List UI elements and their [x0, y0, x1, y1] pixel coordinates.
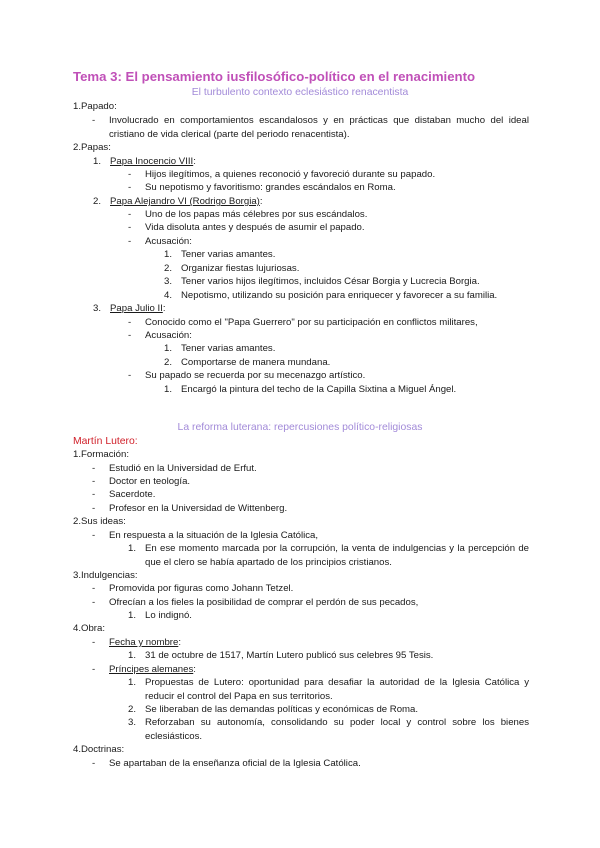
papa-julio-name: Papa Julio II [110, 303, 163, 314]
dash-marker: - [92, 530, 96, 541]
formacion-item: Doctor en teología. [109, 476, 191, 487]
julio-mecenazgo: Encargó la pintura del techo de la Capilla Sixtina a Miguel Ángel. [181, 384, 457, 395]
alejandro-bullet: Vida disoluta antes y después de asumir el papado. [145, 222, 365, 233]
list-number: 1. [164, 249, 173, 260]
papa-julio-label: Papa Julio II: [110, 303, 166, 314]
list-number: 1. [164, 384, 173, 395]
dash-marker: - [92, 489, 96, 500]
heading-papas: 2.Papas: [73, 142, 111, 153]
dash-marker: - [92, 597, 96, 608]
dash-marker: - [128, 169, 132, 180]
formacion-item: Estudió en la Universidad de Erfut. [109, 463, 257, 474]
indulgencias-subitem: Lo indignó. [145, 610, 192, 621]
list-number: 2. [164, 263, 173, 274]
list-number: 2. [164, 357, 173, 368]
alejandro-bullet: Uno de los papas más célebres por sus escándalos. [145, 209, 368, 220]
dash-marker: - [128, 182, 132, 193]
obra-principes-label: Príncipes alemanes: [109, 664, 196, 675]
list-number: 1. [128, 677, 137, 688]
list-number: 1. [128, 650, 137, 661]
principes-item: Reforzaban su autonomía, consolidando su poder local y control sobre los bienes eclesiásticos. [145, 717, 529, 742]
ideas-subitem: En ese momento marcada por la corrupción, la venta de indulgencias y la percepción de que el clero se había apartado de los principios cristianos. [145, 543, 529, 568]
list-number: 1. [93, 156, 102, 167]
heading-formacion: 1.Formación: [73, 449, 129, 460]
document-title: Tema 3: El pensamiento iusfilosófico-político en el renacimiento [73, 69, 476, 84]
dash-marker: - [92, 476, 96, 487]
dash-marker: - [92, 583, 96, 594]
lutero-heading: Martín Lutero: [73, 436, 138, 447]
julio-bullet: Acusación: [145, 330, 192, 341]
list-number: 3. [93, 303, 102, 314]
principes-item: Propuestas de Lutero: oportunidad para desafiar la autoridad de la Iglesia Católica y reducir el control del Papa en sus territorios. [145, 677, 529, 702]
papa-alejandro-label: Papa Alejandro VI (Rodrigo Borgia): [110, 196, 263, 207]
inocencio-bullet: Su nepotismo y favoritismo: grandes escándalos en Roma. [145, 182, 396, 193]
julio-accusation: Comportarse de manera mundana. [181, 357, 331, 368]
indulgencias-item: Ofrecían a los fieles la posibilidad de comprar el perdón de sus pecados, [109, 597, 419, 608]
list-number: 1. [128, 610, 137, 621]
indulgencias-item: Promovida por figuras como Johann Tetzel. [109, 583, 294, 594]
dash-marker: - [128, 317, 132, 328]
list-number: 1. [164, 343, 173, 354]
dash-marker: - [92, 758, 96, 769]
dash-marker: - [92, 503, 96, 514]
obra-fecha-label: Fecha y nombre: [109, 637, 181, 648]
dash-marker: - [128, 236, 132, 247]
julio-bullet: Su papado se recuerda por su mecenazgo artístico. [145, 370, 366, 381]
list-number: 2. [93, 196, 102, 207]
papa-inocencio-name: Papa Inocencio VIII [110, 156, 194, 167]
heading-ideas: 2.Sus ideas: [73, 516, 126, 527]
julio-bullet: Conocido como el "Papa Guerrero" por su participación en conflictos militares, [145, 317, 478, 328]
alejandro-accusation: Organizar fiestas lujuriosas. [181, 263, 300, 274]
doctrinas-item: Se apartaban de la enseñanza oficial de la Iglesia Católica. [109, 758, 361, 769]
heading-indulgencias: 3.Indulgencias: [73, 570, 138, 581]
ideas-item: En respuesta a la situación de la Iglesia Católica, [109, 530, 319, 541]
papado-item: Involucrado en comportamientos escandalosos y en prácticas que distaban mucho del ideal cristiano de vida clerical (parte del periodo renacentista). [109, 115, 529, 140]
inocencio-bullet: Hijos ilegítimos, a quienes reconoció y favoreció durante su papado. [145, 169, 436, 180]
heading-doctrinas: 4.Doctrinas: [73, 744, 125, 755]
dash-marker: - [92, 664, 96, 675]
alejandro-accusation: Tener varios hijos ilegítimos, incluidos César Borgia y Lucrecia Borgia. [181, 276, 480, 287]
dash-marker: - [128, 222, 132, 233]
dash-marker: - [92, 115, 96, 126]
list-number: 2. [128, 704, 137, 715]
dash-marker: - [92, 463, 96, 474]
papa-inocencio-label: Papa Inocencio VIII: [110, 156, 196, 167]
section-title-contexto: El turbulento contexto eclesiástico renacentista [191, 87, 409, 98]
dash-marker: - [128, 209, 132, 220]
alejandro-bullet: Acusación: [145, 236, 192, 247]
principes-item: Se liberaban de las demandas políticas y económicas de Roma. [145, 704, 419, 715]
formacion-item: Sacerdote. [109, 489, 156, 500]
dash-marker: - [128, 330, 132, 341]
list-number: 4. [164, 290, 173, 301]
section-title-reforma: La reforma luterana: repercusiones político-religiosas [177, 422, 423, 433]
list-number: 1. [128, 543, 137, 554]
heading-papado: 1.Papado: [73, 101, 117, 112]
alejandro-accusation: Nepotismo, utilizando su posición para enriquecer y favorecer a su familia. [181, 290, 498, 301]
papa-alejandro-name: Papa Alejandro VI (Rodrigo Borgia) [110, 196, 260, 207]
julio-accusation: Tener varias amantes. [181, 343, 276, 354]
formacion-item: Profesor en la Universidad de Wittenberg. [109, 503, 288, 514]
heading-obra: 4.Obra: [73, 623, 105, 634]
obra-fecha-item: 31 de octubre de 1517, Martín Lutero publicó sus celebres 95 Tesis. [145, 650, 434, 661]
dash-marker: - [92, 637, 96, 648]
list-number: 3. [164, 276, 173, 287]
list-number: 3. [128, 717, 137, 728]
dash-marker: - [128, 370, 132, 381]
alejandro-accusation: Tener varias amantes. [181, 249, 276, 260]
